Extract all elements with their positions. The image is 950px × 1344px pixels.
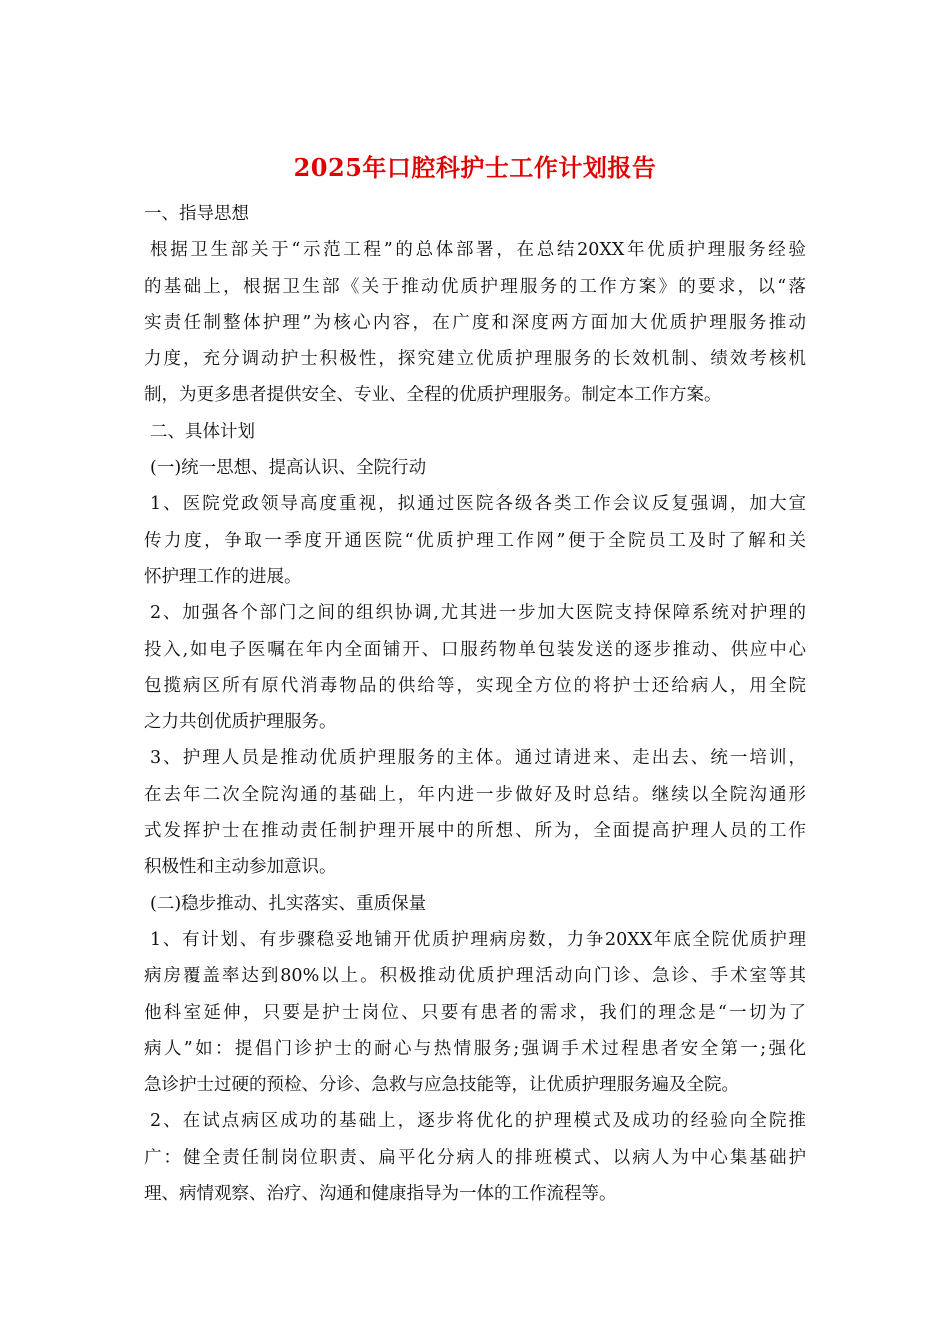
paragraph-line: 一、指导思想 xyxy=(144,204,249,224)
paragraph-line: 1、有计划、有步骤稳妥地铺开优质护理病房数，力争20XX年底全院优质护理 xyxy=(150,929,806,950)
paragraph-line: 他科室延伸，只要是护士岗位、只要有患者的需求，我们的理念是“一切为了 xyxy=(144,1002,806,1023)
paragraph-line: 3、护理人员是推动优质护理服务的主体。通过请进来、走出去、统一培训， xyxy=(150,748,806,769)
document-body xyxy=(144,196,806,1212)
paragraph-line: 1、医院党政领导高度重视，拟通过医院各级各类工作会议反复强调，加大宣 xyxy=(150,494,806,515)
paragraph-line: (一)统一思想、提高认识、全院行动 xyxy=(150,458,427,479)
paragraph-line: 积极性和主动参加意识。 xyxy=(144,857,337,878)
paragraph-line: 怀护理工作的进展。 xyxy=(144,566,302,587)
paragraph-line: 实责任制整体护理”为核心内容，在广度和深度两方面加大优质护理服务推动 xyxy=(144,312,806,333)
document-title: 2025年口腔科护士工作计划报告 xyxy=(293,153,657,182)
paragraph-line: 制，为更多患者提供安全、专业、全程的优质护理服务。制定本工作方案。 xyxy=(144,385,722,406)
paragraph-line: 包揽病区所有原代消毒物品的供给等，实现全方位的将护士还给病人，用全院 xyxy=(144,675,806,696)
paragraph-line: 急诊护士过硬的预检、分诊、急救与应急技能等，让优质护理服务遍及全院。 xyxy=(144,1075,739,1096)
paragraph-line: 2、在试点病区成功的基础上，逐步将优化的护理模式及成功的经验向全院推 xyxy=(150,1111,806,1132)
paragraph-line: 根据卫生部关于“示范工程”的总体部署，在总结20XX年优质护理服务经验 xyxy=(150,240,806,261)
paragraph-line: 病房覆盖率达到80%以上。积极推动优质护理活动向门诊、急诊、手术室等其 xyxy=(144,966,806,987)
paragraph-line: 式发挥护士在推动责任制护理开展中的所想、所为，全面提高护理人员的工作 xyxy=(144,821,806,842)
paragraph-line: 之力共创优质护理服务。 xyxy=(144,712,337,733)
paragraph-line: 力度，充分调动护士积极性，探究建立优质护理服务的长效机制、绩效考核机 xyxy=(144,349,806,370)
paragraph-line: 传力度，争取一季度开通医院“优质护理工作网”便于全院员工及时了解和关 xyxy=(144,530,806,551)
paragraph-line: 二、具体计划 xyxy=(150,421,255,442)
paragraph-line: 理、病情观察、治疗、沟通和健康指导为一体的工作流程等。 xyxy=(144,1184,617,1205)
paragraph-line: 广：健全责任制岗位职责、扁平化分病人的排班模式、以病人为中心集基础护 xyxy=(144,1147,806,1168)
paragraph-line: 的基础上，根据卫生部《关于推动优质护理服务的工作方案》的要求，以“落 xyxy=(144,276,806,297)
paragraph-line: (二)稳步推动、扎实落实、重质保量 xyxy=(150,893,427,914)
paragraph-line: 在去年二次全院沟通的基础上，年内进一步做好及时总结。继续以全院沟通形 xyxy=(144,784,806,805)
paragraph-line: 2、加强各个部门之间的组织协调,尤其进一步加大医院支持保障系统对护理的 xyxy=(150,603,806,624)
paragraph-line: 病人”如：提倡门诊护士的耐心与热情服务;强调手术过程患者安全第一;强化 xyxy=(144,1038,806,1059)
paragraph-line: 投入,如电子医嘱在年内全面铺开、口服药物单包装发送的逐步推动、供应中心 xyxy=(144,639,806,660)
